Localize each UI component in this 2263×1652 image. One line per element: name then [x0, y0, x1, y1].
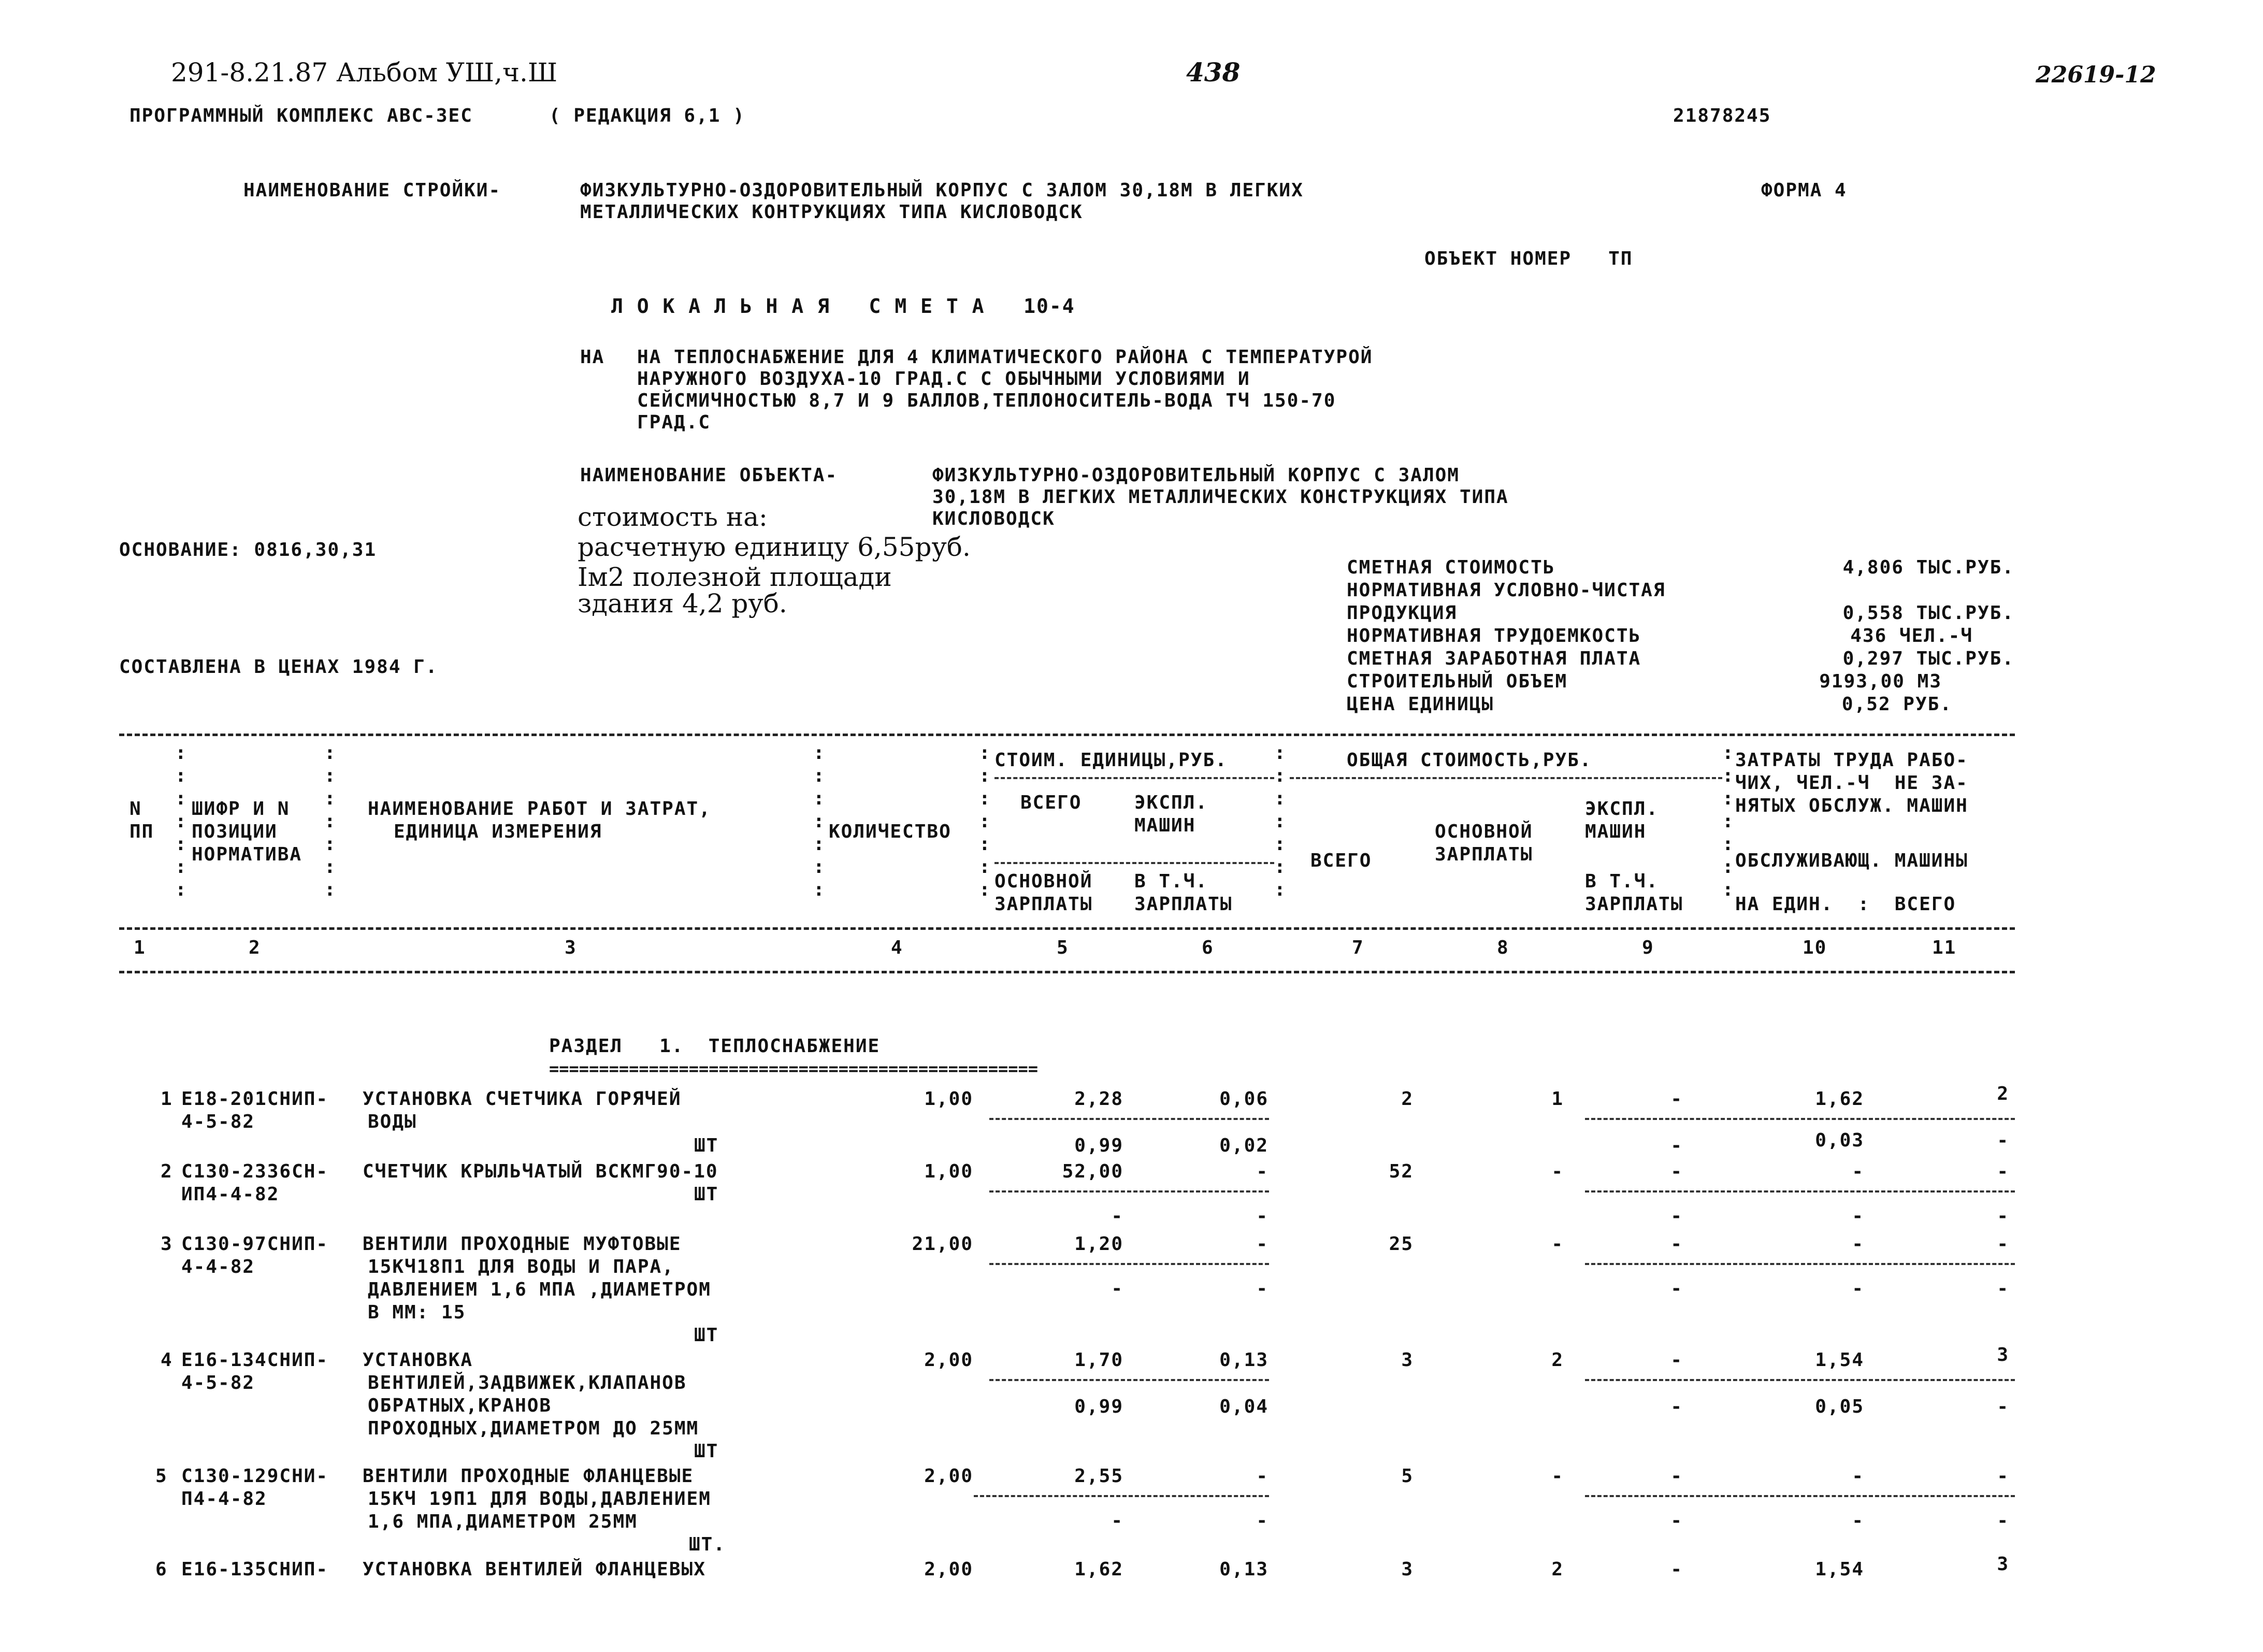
row-t-total: 3 — [1401, 1559, 1414, 1580]
labor-head: ЧИХ, ЧЕЛ.-Ч НЕ ЗА- — [1735, 772, 1968, 794]
labor-units-head: НА ЕДИН. : ВСЕГО — [1735, 894, 1956, 915]
summary-label: СМЕТНАЯ СТОИМОСТЬ — [1347, 557, 1555, 578]
row-labor-total: 2 — [1997, 1083, 2009, 1104]
column-separator: : : : : : : : — [1274, 742, 1286, 900]
row-labor-unit: 1,54 — [1815, 1349, 1864, 1371]
tc-machines-head: ЭКСПЛ. — [1585, 798, 1659, 820]
object-line3: КИСЛОВОДСК — [932, 508, 1055, 529]
col1-head: N — [129, 798, 142, 820]
tc-incl-head: В Т.Ч. — [1585, 871, 1659, 892]
row-t-machines: - — [1670, 1349, 1683, 1371]
estimate-desc-line4: ГРАД.С — [637, 412, 711, 433]
row-code: Е16-135СНИП- — [181, 1559, 329, 1580]
summary-value: 436 ЧЕЛ.-Ч — [1850, 625, 1973, 647]
row-labor-total: - — [1997, 1161, 2009, 1182]
row-code: С130-129СНИ- — [181, 1466, 329, 1487]
col-number: 6 — [1202, 937, 1214, 958]
row-uc-total: 1,70 — [1074, 1349, 1123, 1371]
row-uc-machines: - — [1256, 1466, 1269, 1487]
row-uc-incl: - — [1256, 1278, 1269, 1299]
row-uc-wages: - — [1111, 1278, 1123, 1299]
total-cost-head: ОБЩАЯ СТОИМОСТЬ,РУБ. — [1347, 750, 1592, 771]
labor-sub-head: ОБСЛУЖИВАЮЩ. МАШИНЫ — [1735, 850, 1968, 871]
row-t-incl: - — [1670, 1205, 1683, 1227]
header-mid-rule — [119, 927, 2015, 930]
row-uc-total: 2,28 — [1074, 1088, 1123, 1110]
row-number: 1 — [161, 1088, 173, 1110]
row-code2: 4-4-82 — [181, 1256, 255, 1277]
prices-year: СОСТАВЛЕНА В ЦЕНАХ 1984 Г. — [119, 656, 438, 678]
row-t-total: 2 — [1401, 1088, 1414, 1110]
summary-label: СТРОИТЕЛЬНЫЙ ОБЪЕМ — [1347, 671, 1568, 692]
tc-wages-head: ЗАРПЛАТЫ — [1435, 844, 1533, 865]
row-name: УСТАНОВКА — [363, 1349, 473, 1371]
row-name: УСТАНОВКА ВЕНТИЛЕЙ ФЛАНЦЕВЫХ — [363, 1559, 706, 1580]
uc-incl-head: В Т.Ч. — [1134, 871, 1208, 892]
cell-divider — [1585, 1118, 2015, 1120]
row-t-wages: 2 — [1551, 1559, 1564, 1580]
row-t-total: 52 — [1389, 1161, 1414, 1182]
row-name: ПРОХОДНЫХ,ДИАМЕТРОМ ДО 25ММ — [368, 1418, 699, 1439]
row-uc-incl: - — [1256, 1205, 1269, 1227]
row-code: С130-2336СН- — [181, 1161, 329, 1182]
row-labor-total: 3 — [1997, 1554, 2009, 1575]
row-quantity: 2,00 — [924, 1466, 973, 1487]
row-uc-incl: 0,04 — [1219, 1396, 1269, 1417]
sheet-code: 22619-12 — [2036, 62, 2156, 88]
cell-divider — [1585, 1495, 2015, 1497]
row-number: 5 — [155, 1466, 168, 1487]
row-t-incl: - — [1670, 1278, 1683, 1299]
estimate-na-label: НА — [580, 347, 605, 368]
handwritten-cost-line1: стоимость на: — [578, 502, 768, 532]
col4-head: КОЛИЧЕСТВО — [829, 821, 952, 842]
section-title: РАЗДЕЛ 1. ТЕПЛОСНАБЖЕНИЕ — [549, 1036, 881, 1057]
summary-value: 0,558 ТЫС.РУБ. — [1842, 602, 2014, 624]
column-separator: : : : : : : : — [1722, 742, 1734, 900]
cell-divider — [1585, 1263, 2015, 1265]
col1-head: ПП — [129, 821, 154, 842]
row-number: 2 — [161, 1161, 173, 1182]
row-labor-total-2: - — [1997, 1130, 2009, 1151]
summary-label: ПРОДУКЦИЯ — [1347, 602, 1458, 624]
row-uc-machines: 0,13 — [1219, 1559, 1269, 1580]
row-labor-unit-2: - — [1852, 1510, 1864, 1531]
cell-divider — [1585, 1379, 2015, 1381]
row-uc-machines: 0,06 — [1219, 1088, 1269, 1110]
uc-wages-head: ОСНОВНОЙ — [994, 871, 1093, 892]
summary-label: СМЕТНАЯ ЗАРАБОТНАЯ ПЛАТА — [1347, 648, 1641, 669]
row-t-wages: - — [1551, 1161, 1564, 1182]
summary-value: 0,52 РУБ. — [1841, 694, 1952, 715]
row-t-total: 3 — [1401, 1349, 1414, 1371]
document-id: 21878245 — [1673, 105, 1771, 126]
col-number: 2 — [249, 937, 261, 958]
object-line1: ФИЗКУЛЬТУРНО-ОЗДОРОВИТЕЛЬНЫЙ КОРПУС С ЗАЛОМ — [932, 465, 1460, 486]
row-quantity: 21,00 — [912, 1233, 973, 1255]
col-number: 1 — [134, 937, 146, 958]
estimate-title: Л О К А Л Ь Н А Я С М Е Т А 10-4 — [611, 295, 1075, 318]
project-name-line2: МЕТАЛЛИЧЕСКИХ КОНТРУКЦИЯХ ТИПА КИСЛОВОДСК — [580, 202, 1083, 223]
project-label: НАИМЕНОВАНИЕ СТРОЙКИ- — [243, 180, 501, 201]
row-labor-unit-2: - — [1852, 1278, 1864, 1299]
row-uc-wages: 0,99 — [1074, 1135, 1123, 1156]
row-name: 15КЧ 19П1 ДЛЯ ВОДЫ,ДАВЛЕНИЕМ — [368, 1488, 711, 1510]
row-labor-total: 3 — [1997, 1344, 2009, 1366]
row-t-incl: - — [1670, 1135, 1683, 1156]
row-name: УСТАНОВКА СЧЕТЧИКА ГОРЯЧЕЙ — [363, 1088, 682, 1110]
row-t-wages: 1 — [1551, 1088, 1564, 1110]
tc-incl-head: ЗАРПЛАТЫ — [1585, 894, 1683, 915]
row-uc-wages: 0,99 — [1074, 1396, 1123, 1417]
row-labor-total: - — [1997, 1233, 2009, 1255]
col-number: 3 — [565, 937, 577, 958]
row-code2: П4-4-82 — [181, 1488, 267, 1510]
row-uc-wages: - — [1111, 1205, 1123, 1227]
row-labor-unit: - — [1852, 1466, 1864, 1487]
row-uc-total: 1,20 — [1074, 1233, 1123, 1255]
row-uc-machines: - — [1256, 1233, 1269, 1255]
handwritten-cost-line2: расчетную единицу 6,55руб. — [578, 532, 971, 562]
object-label: НАИМЕНОВАНИЕ ОБЪЕКТА- — [580, 465, 838, 486]
header-sub-rule — [994, 777, 1274, 779]
row-labor-unit: 1,54 — [1815, 1559, 1864, 1580]
object-number: ОБЪЕКТ НОМЕР ТП — [1424, 248, 1633, 269]
summary-value: 9193,00 М3 — [1819, 671, 1942, 692]
row-code: С130-97СНИП- — [181, 1233, 329, 1255]
header-sub-rule — [1290, 777, 1722, 779]
row-quantity: 1,00 — [924, 1088, 973, 1110]
cell-divider — [989, 1190, 1269, 1193]
row-code2: ИП4-4-82 — [181, 1184, 280, 1205]
unit-cost-head: СТОИМ. ЕДИНИЦЫ,РУБ. — [994, 750, 1228, 771]
col3-head: НАИМЕНОВАНИЕ РАБОТ И ЗАТРАТ, — [368, 798, 711, 820]
row-quantity: 2,00 — [924, 1559, 973, 1580]
row-name: ОБРАТНЫХ,КРАНОВ — [368, 1395, 552, 1416]
row-quantity: 1,00 — [924, 1161, 973, 1182]
summary-value: 4,806 ТЫС.РУБ. — [1842, 557, 2014, 578]
row-number: 6 — [155, 1559, 168, 1580]
row-code: Е16-134СНИП- — [181, 1349, 329, 1371]
row-labor-unit-2: 0,05 — [1815, 1396, 1864, 1417]
row-t-total: 5 — [1401, 1466, 1414, 1487]
row-unit: ШТ — [694, 1325, 719, 1346]
cell-divider — [989, 1263, 1269, 1265]
row-labor-total: - — [1997, 1466, 2009, 1487]
row-labor-total-2: - — [1997, 1396, 2009, 1417]
uc-machines-head: МАШИН — [1134, 815, 1196, 836]
cell-divider — [974, 1495, 1269, 1497]
col-number: 5 — [1057, 937, 1069, 958]
summary-value: 0,297 ТЫС.РУБ. — [1842, 648, 2014, 669]
col2-head: НОРМАТИВА — [192, 844, 302, 865]
col-number: 8 — [1497, 937, 1509, 958]
uc-machines-head: ЭКСПЛ. — [1134, 792, 1208, 813]
row-t-machines: - — [1670, 1088, 1683, 1110]
row-uc-machines: - — [1256, 1161, 1269, 1182]
column-separator: : : : : : : : — [324, 742, 336, 900]
row-unit: ШТ — [694, 1184, 719, 1205]
uc-wages-head: ЗАРПЛАТЫ — [994, 894, 1093, 915]
row-name: ВЕНТИЛЕЙ,ЗАДВИЖЕК,КЛАПАНОВ — [368, 1372, 687, 1394]
summary-label: НОРМАТИВНАЯ ТРУДОЕМКОСТЬ — [1347, 625, 1641, 647]
row-unit: ШТ. — [689, 1534, 726, 1555]
row-t-machines: - — [1670, 1161, 1683, 1182]
header-bottom-rule — [119, 971, 2015, 973]
row-t-total: 25 — [1389, 1233, 1414, 1255]
row-labor-unit: - — [1852, 1161, 1864, 1182]
project-name-line1: ФИЗКУЛЬТУРНО-ОЗДОРОВИТЕЛЬНЫЙ КОРПУС С ЗАЛОМ 30,18М В ЛЕГКИХ — [580, 180, 1304, 201]
column-separator: : : : : : : : — [813, 742, 825, 900]
col-number: 10 — [1803, 937, 1827, 958]
row-uc-incl: - — [1256, 1510, 1269, 1531]
row-name: ДАВЛЕНИЕМ 1,6 МПА ,ДИАМЕТРОМ — [368, 1279, 711, 1300]
col-number: 4 — [891, 937, 903, 958]
row-number: 3 — [161, 1233, 173, 1255]
row-quantity: 2,00 — [924, 1349, 973, 1371]
uc-incl-head: ЗАРПЛАТЫ — [1134, 894, 1233, 915]
row-t-machines: - — [1670, 1559, 1683, 1580]
row-number: 4 — [161, 1349, 173, 1371]
row-name: 1,6 МПА,ДИАМЕТРОМ 25ММ — [368, 1511, 638, 1532]
row-uc-total: 52,00 — [1062, 1161, 1123, 1182]
estimate-desc-line3: СЕЙСМИЧНОСТЬЮ 8,7 И 9 БАЛЛОВ,ТЕПЛОНОСИТЕЛЬ-ВОДА ТЧ 150-70 — [637, 390, 1336, 411]
row-t-machines: - — [1670, 1466, 1683, 1487]
estimate-desc-line1: НА ТЕПЛОСНАБЖЕНИЕ ДЛЯ 4 КЛИМАТИЧЕСКОГО РАЙОНА С ТЕМПЕРАТУРОЙ — [637, 347, 1373, 368]
handwritten-cost-line3: Iм2 полезной площади — [578, 562, 892, 592]
row-uc-total: 1,62 — [1074, 1559, 1123, 1580]
row-t-incl: - — [1670, 1396, 1683, 1417]
header-sub-rule — [994, 862, 1274, 864]
row-labor-unit-2: 0,03 — [1815, 1130, 1864, 1151]
row-uc-wages: - — [1111, 1510, 1123, 1531]
estimate-desc-line2: НАРУЖНОГО ВОЗДУХА-10 ГРАД.С С ОБЫЧНЫМИ УСЛОВИЯМИ И — [637, 368, 1250, 390]
row-uc-machines: 0,13 — [1219, 1349, 1269, 1371]
col2-head: ШИФР И N — [192, 798, 290, 820]
row-unit: ШТ — [694, 1135, 719, 1156]
summary-label: НОРМАТИВНАЯ УСЛОВНО-ЧИСТАЯ — [1347, 580, 1666, 601]
row-code2: 4-5-82 — [181, 1372, 255, 1394]
col3-head: ЕДИНИЦА ИЗМЕРЕНИЯ — [394, 821, 602, 842]
row-t-wages: - — [1551, 1233, 1564, 1255]
row-labor-unit: 1,62 — [1815, 1088, 1864, 1110]
tc-total-head: ВСЕГО — [1310, 850, 1372, 871]
row-code: Е18-201СНИП- — [181, 1088, 329, 1110]
row-name: СЧЕТЧИК КРЫЛЬЧАТЫЙ ВСКМГ90-10 — [363, 1161, 718, 1182]
row-unit: ШТ — [694, 1441, 719, 1462]
row-uc-incl: 0,02 — [1219, 1135, 1269, 1156]
cell-divider — [1585, 1190, 2015, 1193]
column-separator: : : : : : : : — [979, 742, 990, 900]
row-name: ВЕНТИЛИ ПРОХОДНЫЕ МУФТОВЫЕ — [363, 1233, 682, 1255]
row-labor-total-2: - — [1997, 1510, 2009, 1531]
handwritten-cost-line4: здания 4,2 руб. — [578, 588, 787, 619]
section-underline: ================================================= — [549, 1059, 1039, 1079]
cell-divider — [989, 1118, 1269, 1120]
row-t-wages: 2 — [1551, 1349, 1564, 1371]
column-separator: : : : : : : : — [175, 742, 186, 900]
album-reference: 291-8.21.87 Альбом УШ,ч.Ш — [171, 58, 557, 88]
row-t-wages: - — [1551, 1466, 1564, 1487]
row-labor-unit: - — [1852, 1233, 1864, 1255]
row-labor-unit-2: - — [1852, 1205, 1864, 1227]
tc-wages-head: ОСНОВНОЙ — [1435, 821, 1533, 842]
col-number: 9 — [1642, 937, 1654, 958]
cell-divider — [989, 1379, 1269, 1381]
row-name: 15КЧ18П1 ДЛЯ ВОДЫ И ПАРА, — [368, 1256, 674, 1277]
program-name: ПРОГРАММНЫЙ КОМПЛЕКС АВС-ЗЕС — [129, 105, 473, 126]
basis: ОСНОВАНИЕ: 0816,30,31 — [119, 539, 377, 561]
row-t-incl: - — [1670, 1510, 1683, 1531]
page-number: 438 — [1186, 57, 1241, 88]
summary-label: ЦЕНА ЕДИНИЦЫ — [1347, 694, 1494, 715]
row-uc-total: 2,55 — [1074, 1466, 1123, 1487]
row-name: В ММ: 15 — [368, 1302, 466, 1323]
tc-machines-head: МАШИН — [1585, 821, 1647, 842]
row-labor-total-2: - — [1997, 1205, 2009, 1227]
row-name: ВОДЫ — [368, 1111, 417, 1132]
object-line2: 30,18М В ЛЕГКИХ МЕТАЛЛИЧЕСКИХ КОНСТРУКЦИЯХ ТИПА — [932, 486, 1509, 508]
edition-label: ( РЕДАКЦИЯ 6,1 ) — [549, 105, 745, 126]
row-code2: 4-5-82 — [181, 1111, 255, 1132]
labor-head: ЗАТРАТЫ ТРУДА РАБО- — [1735, 750, 1968, 771]
col-number: 11 — [1932, 937, 1957, 958]
col2-head: ПОЗИЦИИ — [192, 821, 278, 842]
row-labor-total-2: - — [1997, 1278, 2009, 1299]
row-t-machines: - — [1670, 1233, 1683, 1255]
row-name: ВЕНТИЛИ ПРОХОДНЫЕ ФЛАНЦЕВЫЕ — [363, 1466, 694, 1487]
labor-head: НЯТЫХ ОБСЛУЖ. МАШИН — [1735, 795, 1968, 816]
header-top-rule — [119, 734, 2015, 736]
uc-total-head: ВСЕГО — [1020, 792, 1082, 813]
col-number: 7 — [1352, 937, 1364, 958]
form-number: ФОРМА 4 — [1761, 180, 1847, 201]
